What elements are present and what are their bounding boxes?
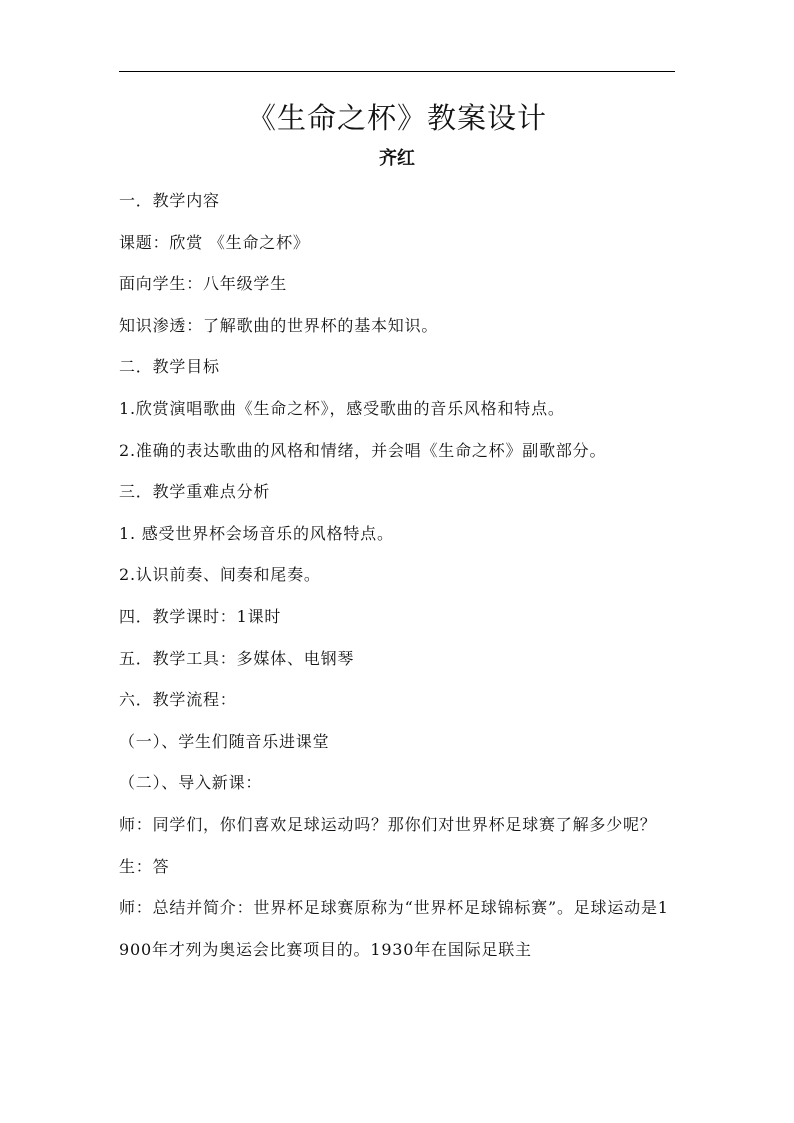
header-rule <box>119 71 675 72</box>
section-heading-process: 六．教学流程： <box>119 690 237 710</box>
section-heading-content: 一．教学内容 <box>119 191 220 210</box>
document-body <box>119 186 677 970</box>
lesson-topic-line: 课题：欣赏 《生命之杯》 <box>119 232 310 252</box>
teacher-summary-paragraph: 师：总结并简介：世界杯足球赛原称为“世界杯足球锦标赛”。足球运动是1900年才列为奥运会比赛项目的。1930年在国际足联主 <box>119 898 669 959</box>
goal-item-2: 2.准确的表达歌曲的风格和情绪，并会唱《生命之杯》副歌部分。 <box>119 440 607 460</box>
target-students-line: 面向学生：八年级学生 <box>119 274 288 294</box>
key-point-item-2: 2.认识前奏、间奏和尾奏。 <box>119 565 321 585</box>
process-step-2: （二）、导入新课： <box>119 773 263 793</box>
key-point-item-1: 1. 感受世界杯会场音乐的风格特点。 <box>119 523 394 543</box>
section-heading-goals: 二．教学目标 <box>119 357 220 377</box>
class-hours-line: 四．教学课时：1课时 <box>119 606 282 626</box>
goal-item-1: 1.欣赏演唱歌曲《生命之杯》，感受歌曲的音乐风格和特点。 <box>119 398 565 418</box>
teaching-tools-line: 五．教学工具：多媒体、电钢琴 <box>119 648 355 668</box>
document-title: 《生命之杯》教案设计 <box>246 101 547 135</box>
section-heading-key-points: 三．教学重难点分析 <box>119 482 271 502</box>
student-answer-paragraph: 生：答 <box>119 856 170 876</box>
process-step-1: （一）、学生们随音乐进课堂 <box>119 731 330 751</box>
teacher-question-paragraph: 师：同学们，你们喜欢足球运动吗？那你们对世界杯足球赛了解多少呢？ <box>119 814 657 834</box>
document-author: 齐红 <box>379 148 415 169</box>
knowledge-line: 知识渗透：了解歌曲的世界杯的基本知识。 <box>119 315 439 335</box>
